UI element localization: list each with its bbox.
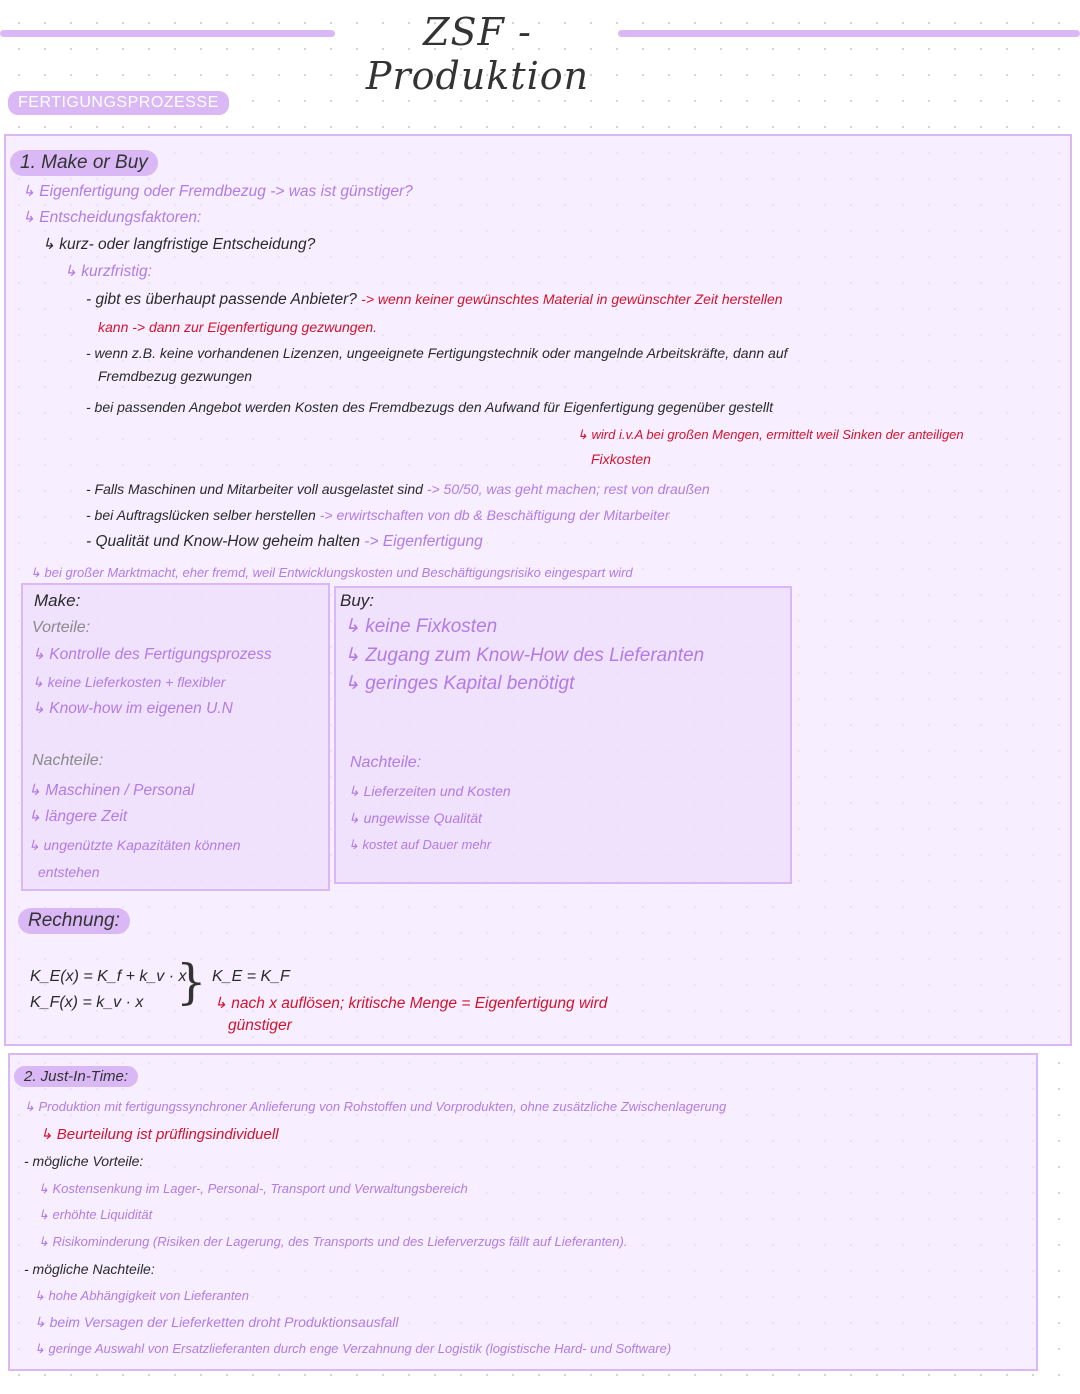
mob-bullet-4 [86, 480, 710, 498]
make-cons-label: Nachteile: [32, 752, 104, 769]
jit-con-1: ↳ hohe Abhängigkeit von Lieferanten [34, 1288, 249, 1303]
mob-bullet-2: - wenn z.B. keine vorhandenen Lizenzen, ungeeignete Fertigungstechnik oder mangelnde Arbeitskräfte, dann auf [86, 345, 788, 361]
mob-bullet-5-purple: -> erwirtschaften von db & Beschäftigung der Mitarbeiter [319, 507, 670, 523]
mob-bullet-3-red: ↳ wird i.v.A bei großen Mengen, ermittelt weil Sinken der anteiligen [577, 427, 964, 442]
buy-pro-3: ↳ geringes Kapital benötigt [344, 673, 575, 694]
jit-con-3: ↳ geringe Auswahl von Ersatzlieferanten durch enge Verzahnung der Logistik (logistische Hard- und Software) [34, 1341, 672, 1356]
mob-bullet-2-cont: Fremdbezug gezwungen [98, 368, 253, 384]
mob-bullet-1-red: -> wenn keiner gewünschtes Material in gewünschter Zeit herstellen [361, 291, 783, 307]
mob-line-4: ↳ kurzfristig: [64, 263, 152, 280]
mob-bullet-4-text: - Falls Maschinen und Mitarbeiter voll ausgelastet sind [86, 481, 427, 497]
jit-pro-1: ↳ Kostensenkung im Lager-, Personal-, Transport und Verwaltungsbereich [38, 1181, 468, 1196]
mob-note: ↳ bei großer Marktmacht, eher fremd, weil Entwicklungskosten und Beschäftigungsrisiko eingespart wird [30, 565, 633, 580]
page-title: ZSF - Produktion [365, 10, 590, 98]
mob-bullet-5 [86, 506, 670, 524]
jit-pros-label: - mögliche Vorteile: [24, 1153, 144, 1169]
make-con-1: ↳ Maschinen / Personal [28, 782, 195, 799]
buy-con-3: ↳ kostet auf Dauer mehr [348, 837, 492, 852]
buy-title: Buy: [340, 591, 375, 610]
buy-con-2: ↳ ungewisse Qualität [348, 810, 482, 826]
make-con-2: ↳ längere Zeit [28, 808, 128, 825]
jit-pro-2: ↳ erhöhte Liquidität [38, 1207, 153, 1222]
jit-evaluation: ↳ Beurteilung ist prüflingsindividuell [40, 1126, 279, 1143]
make-title: Make: [34, 591, 81, 610]
jit-definition: ↳ Produktion mit fertigungssynchroner Anlieferung von Rohstoffen und Vorprodukten, ohne zusätzliche Zwischenlagerung [24, 1099, 727, 1114]
jit-con-2: ↳ beim Versagen der Lieferketten droht Produktionsausfall [34, 1314, 399, 1330]
mob-line-3: ↳ kurz- oder langfristige Entscheidung? [42, 236, 316, 253]
mob-line-1: ↳ Eigenfertigung oder Fremdbezug -> was ist günstiger? [22, 183, 413, 200]
mob-bullet-5-text: - bei Auftragslücken selber herstellen [86, 507, 320, 523]
mob-bullet-6-purple: -> Eigenfertigung [364, 533, 483, 550]
mob-bullet-4-purple: -> 50/50, was geht machen; rest von draußen [426, 481, 710, 497]
jit-pro-3: ↳ Risikominderung (Risiken der Lagerung, des Transports und des Lieferverzugs fällt auf Lieferanten). [38, 1234, 628, 1249]
formula-2: K_F(x) = k_v · x [30, 994, 144, 1011]
formula-brace: } [176, 954, 207, 1010]
mob-bullet-1-red-cont: kann -> dann zur Eigenfertigung gezwungen. [98, 319, 378, 335]
rechnung-note: ↳ nach x auflösen; kritische Menge = Eigenfertigung wird [214, 995, 608, 1012]
header-rule-left [0, 30, 335, 37]
mob-bullet-3: - bei passenden Angebot werden Kosten des Fremdbezugs den Aufwand für Eigenfertigung gegenüber gestellt [86, 399, 773, 415]
buy-pro-2: ↳ Zugang zum Know-How des Lieferanten [344, 645, 705, 666]
formula-1: K_E(x) = K_f + k_v · x [30, 968, 187, 985]
mob-bullet-3-red-cont: Fixkosten [591, 451, 651, 467]
make-pro-2: ↳ keine Lieferkosten + flexibler [32, 674, 226, 690]
buy-pro-1: ↳ keine Fixkosten [344, 616, 498, 637]
make-con-4: entstehen [38, 864, 100, 880]
section-label: FERTIGUNGSPROZESSE [8, 91, 229, 115]
buy-con-1: ↳ Lieferzeiten und Kosten [348, 783, 511, 799]
mob-line-2: ↳ Entscheidungsfaktoren: [22, 209, 202, 226]
buy-cons-label: Nachteile: [350, 754, 422, 771]
mob-bullet-6 [86, 533, 483, 551]
header-rule-right [618, 30, 1080, 37]
make-pro-1: ↳ Kontrolle des Fertigungsprozess [32, 646, 272, 663]
mob-bullet-1 [86, 290, 783, 309]
make-pro-3: ↳ Know-how im eigenen U.N [32, 700, 233, 717]
make-con-3: ↳ ungenützte Kapazitäten können [28, 837, 241, 853]
jit-heading: 2. Just-In-Time: [14, 1066, 138, 1087]
formula-result: K_E = K_F [212, 968, 290, 985]
mob-bullet-6-text: - Qualität und Know-How geheim halten [86, 533, 365, 550]
rechnung-heading: Rechnung: [18, 908, 130, 934]
mob-bullet-1-text: - gibt es überhaupt passende Anbieter? [86, 291, 362, 308]
rechnung-note-cont: günstiger [228, 1017, 292, 1034]
jit-cons-label: - mögliche Nachteile: [24, 1261, 155, 1277]
make-or-buy-heading: 1. Make or Buy [10, 150, 158, 176]
make-pros-label: Vorteile: [32, 619, 91, 636]
